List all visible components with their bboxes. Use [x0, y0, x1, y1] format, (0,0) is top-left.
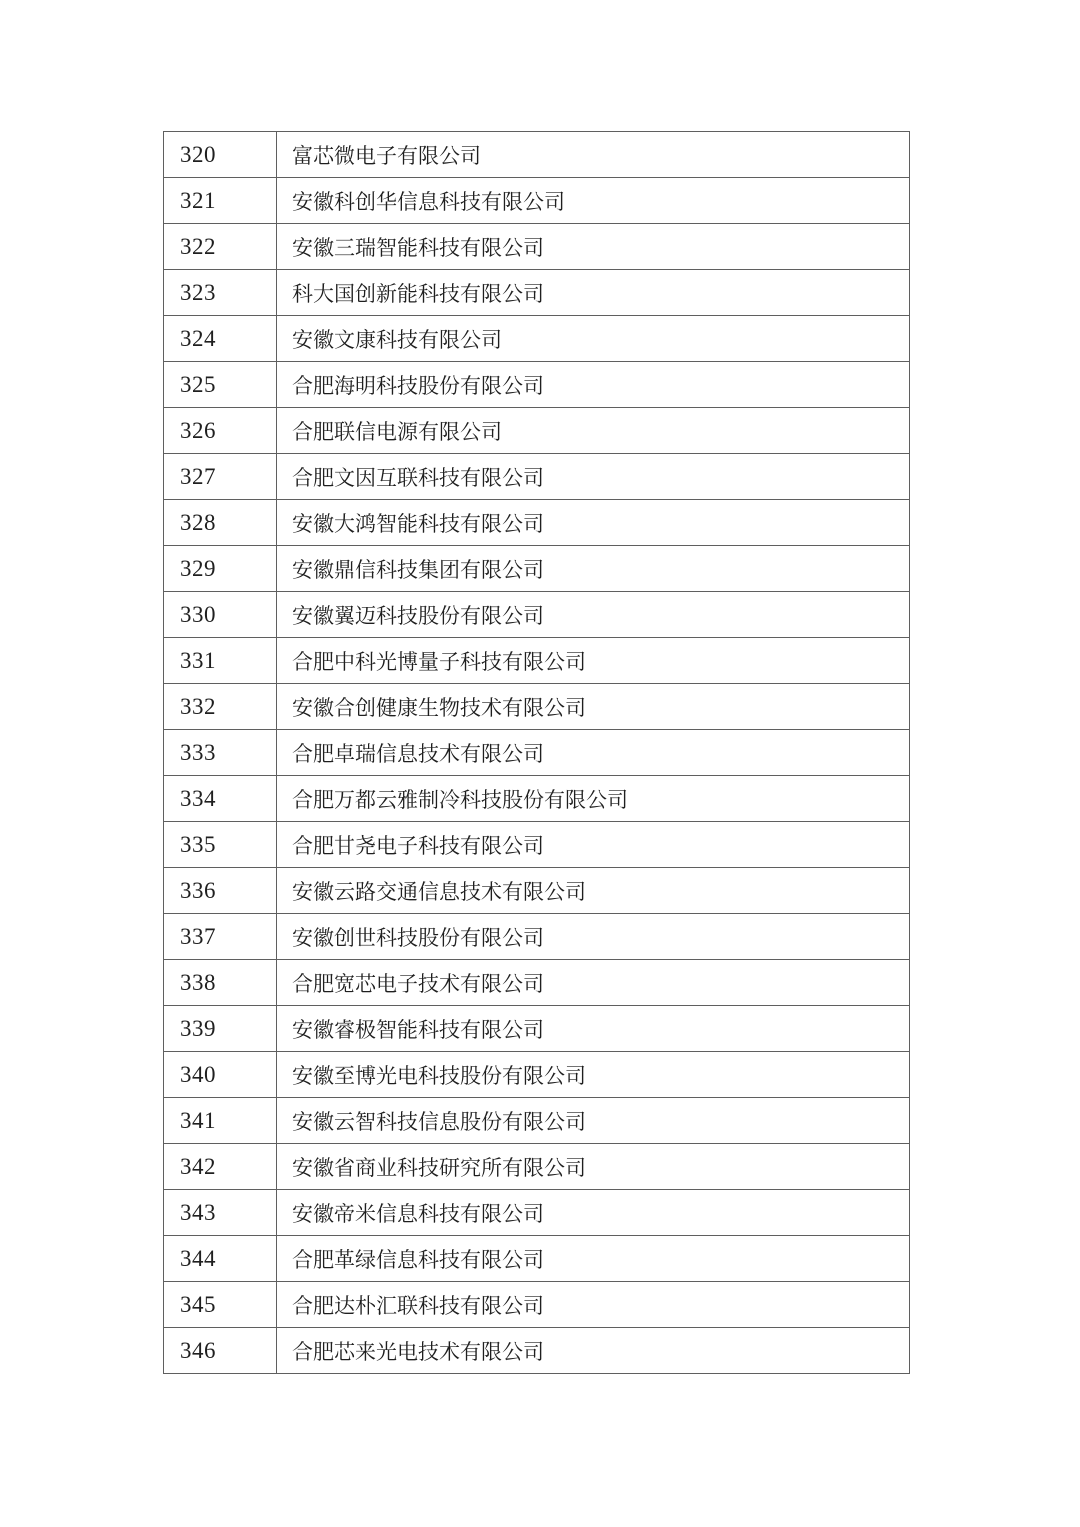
- table-row: [164, 638, 910, 684]
- row-serial-number: 335: [164, 822, 277, 868]
- row-company-name: 安徽睿极智能科技有限公司: [277, 1006, 910, 1052]
- row-serial-number: 332: [164, 684, 277, 730]
- table-row: [164, 914, 910, 960]
- row-company-name: 安徽云路交通信息技术有限公司: [277, 868, 910, 914]
- row-serial-number: 322: [164, 224, 277, 270]
- row-serial-number: 324: [164, 316, 277, 362]
- row-company-name: 安徽鼎信科技集团有限公司: [277, 546, 910, 592]
- row-serial-number: 328: [164, 500, 277, 546]
- row-company-name: 安徽文康科技有限公司: [277, 316, 910, 362]
- row-serial-number: 340: [164, 1052, 277, 1098]
- table-row: [164, 684, 910, 730]
- table-row: [164, 1144, 910, 1190]
- row-serial-number: 344: [164, 1236, 277, 1282]
- table-row: [164, 408, 910, 454]
- table-row: [164, 730, 910, 776]
- table-row: [164, 1006, 910, 1052]
- row-company-name: 合肥万都云雅制冷科技股份有限公司: [277, 776, 910, 822]
- row-company-name: 合肥文因互联科技有限公司: [277, 454, 910, 500]
- row-company-name: 科大国创新能科技有限公司: [277, 270, 910, 316]
- table-row: [164, 1052, 910, 1098]
- row-company-name: 合肥芯来光电技术有限公司: [277, 1328, 910, 1374]
- table-row: [164, 776, 910, 822]
- table-row: [164, 546, 910, 592]
- row-company-name: 合肥革绿信息科技有限公司: [277, 1236, 910, 1282]
- table-row: [164, 270, 910, 316]
- row-serial-number: 339: [164, 1006, 277, 1052]
- row-company-name: 安徽帝米信息科技有限公司: [277, 1190, 910, 1236]
- row-serial-number: 341: [164, 1098, 277, 1144]
- row-company-name: 合肥宽芯电子技术有限公司: [277, 960, 910, 1006]
- row-serial-number: 323: [164, 270, 277, 316]
- table-row: [164, 960, 910, 1006]
- table-row: [164, 1328, 910, 1374]
- row-company-name: 安徽大鸿智能科技有限公司: [277, 500, 910, 546]
- row-company-name: 合肥中科光博量子科技有限公司: [277, 638, 910, 684]
- table-row: [164, 224, 910, 270]
- row-company-name: 安徽科创华信息科技有限公司: [277, 178, 910, 224]
- row-serial-number: 330: [164, 592, 277, 638]
- company-table-body: [164, 132, 910, 1374]
- table-row: [164, 316, 910, 362]
- table-row: [164, 1282, 910, 1328]
- row-company-name: 合肥达朴汇联科技有限公司: [277, 1282, 910, 1328]
- table-row: [164, 178, 910, 224]
- row-serial-number: 345: [164, 1282, 277, 1328]
- row-serial-number: 342: [164, 1144, 277, 1190]
- row-serial-number: 333: [164, 730, 277, 776]
- table-row: [164, 132, 910, 178]
- row-serial-number: 327: [164, 454, 277, 500]
- table-row: [164, 1098, 910, 1144]
- row-company-name: 安徽三瑞智能科技有限公司: [277, 224, 910, 270]
- row-serial-number: 325: [164, 362, 277, 408]
- row-company-name: 合肥甘尧电子科技有限公司: [277, 822, 910, 868]
- row-serial-number: 326: [164, 408, 277, 454]
- row-serial-number: 321: [164, 178, 277, 224]
- row-company-name: 安徽云智科技信息股份有限公司: [277, 1098, 910, 1144]
- row-company-name: 安徽省商业科技研究所有限公司: [277, 1144, 910, 1190]
- row-company-name: 合肥联信电源有限公司: [277, 408, 910, 454]
- row-company-name: 安徽至博光电科技股份有限公司: [277, 1052, 910, 1098]
- table-row: [164, 362, 910, 408]
- row-serial-number: 334: [164, 776, 277, 822]
- row-company-name: 合肥海明科技股份有限公司: [277, 362, 910, 408]
- table-row: [164, 454, 910, 500]
- row-serial-number: 331: [164, 638, 277, 684]
- table-row: [164, 592, 910, 638]
- table-row: [164, 500, 910, 546]
- row-company-name: 安徽合创健康生物技术有限公司: [277, 684, 910, 730]
- row-serial-number: 320: [164, 132, 277, 178]
- company-table: [163, 131, 910, 1374]
- table-row: [164, 822, 910, 868]
- row-company-name: 安徽创世科技股份有限公司: [277, 914, 910, 960]
- table-row: [164, 1190, 910, 1236]
- row-company-name: 富芯微电子有限公司: [277, 132, 910, 178]
- row-serial-number: 343: [164, 1190, 277, 1236]
- row-serial-number: 346: [164, 1328, 277, 1374]
- table-row: [164, 868, 910, 914]
- row-serial-number: 337: [164, 914, 277, 960]
- row-company-name: 合肥卓瑞信息技术有限公司: [277, 730, 910, 776]
- table-row: [164, 1236, 910, 1282]
- row-company-name: 安徽翼迈科技股份有限公司: [277, 592, 910, 638]
- row-serial-number: 338: [164, 960, 277, 1006]
- row-serial-number: 329: [164, 546, 277, 592]
- row-serial-number: 336: [164, 868, 277, 914]
